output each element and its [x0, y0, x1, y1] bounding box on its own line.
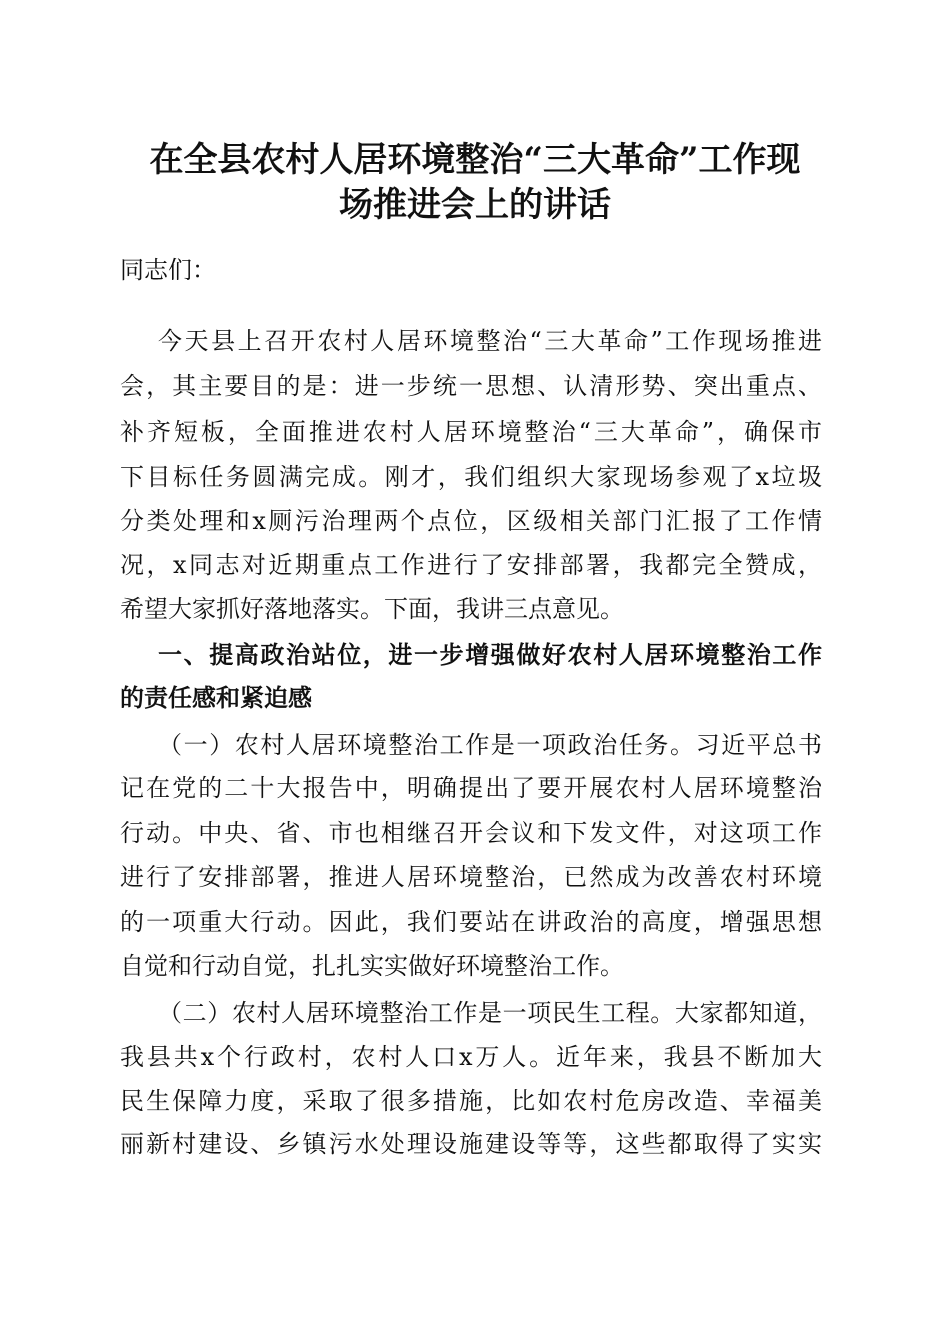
text-line: 会，其主要目的是：进一步统一思想、认清形势、突出重点、	[120, 372, 822, 400]
text-line: （二）农村人居环境整治工作是一项民生工程。大家都知道，	[158, 999, 822, 1027]
title-line: 在全县农村人居环境整治“三大革命”工作现	[149, 140, 801, 180]
heading-line: 一、提高政治站位，进一步增强做好农村人居环境整治工作	[158, 640, 822, 669]
text-line: 况，x同志对近期重点工作进行了安排部署，我都完全赞成，	[120, 551, 822, 579]
text-line: 记在党的二十大报告中，明确提出了要开展农村人居环境整治	[120, 774, 822, 802]
title-line: 场推进会上的讲话	[339, 185, 611, 225]
text-line: 下目标任务圆满完成。刚才，我们组织大家现场参观了x垃圾	[120, 463, 822, 491]
text-line: 补齐短板，全面推进农村人居环境整治“三大革命”，确保市	[120, 418, 822, 446]
text-line: 丽新村建设、乡镇污水处理设施建设等等，这些都取得了实实	[120, 1130, 822, 1158]
text-line: （一）农村人居环境整治工作是一项政治任务。习近平总书	[158, 731, 822, 759]
salutation: 同志们：	[120, 256, 216, 284]
text-line: 今天县上召开农村人居环境整治“三大革命”工作现场推进	[158, 327, 822, 355]
text-line: 分类处理和x厕污治理两个点位，区级相关部门汇报了工作情	[120, 507, 822, 535]
text-line: 希望大家抓好落地落实。下面，我讲三点意见。	[120, 595, 624, 623]
text-line: 行动。中央、省、市也相继召开会议和下发文件，对这项工作	[120, 819, 822, 847]
text-line: 进行了安排部署，推进人居环境整治，已然成为改善农村环境	[120, 863, 822, 891]
text-line: 我县共x个行政村，农村人口x万人。近年来，我县不断加大	[120, 1043, 822, 1071]
text-line: 自觉和行动自觉，扎扎实实做好环境整治工作。	[120, 952, 624, 980]
text-line: 的一项重大行动。因此，我们要站在讲政治的高度，增强思想	[120, 908, 822, 936]
text-line: 民生保障力度，采取了很多措施，比如农村危房改造、幸福美	[120, 1087, 822, 1115]
heading-line: 的责任感和紧迫感	[120, 683, 312, 712]
